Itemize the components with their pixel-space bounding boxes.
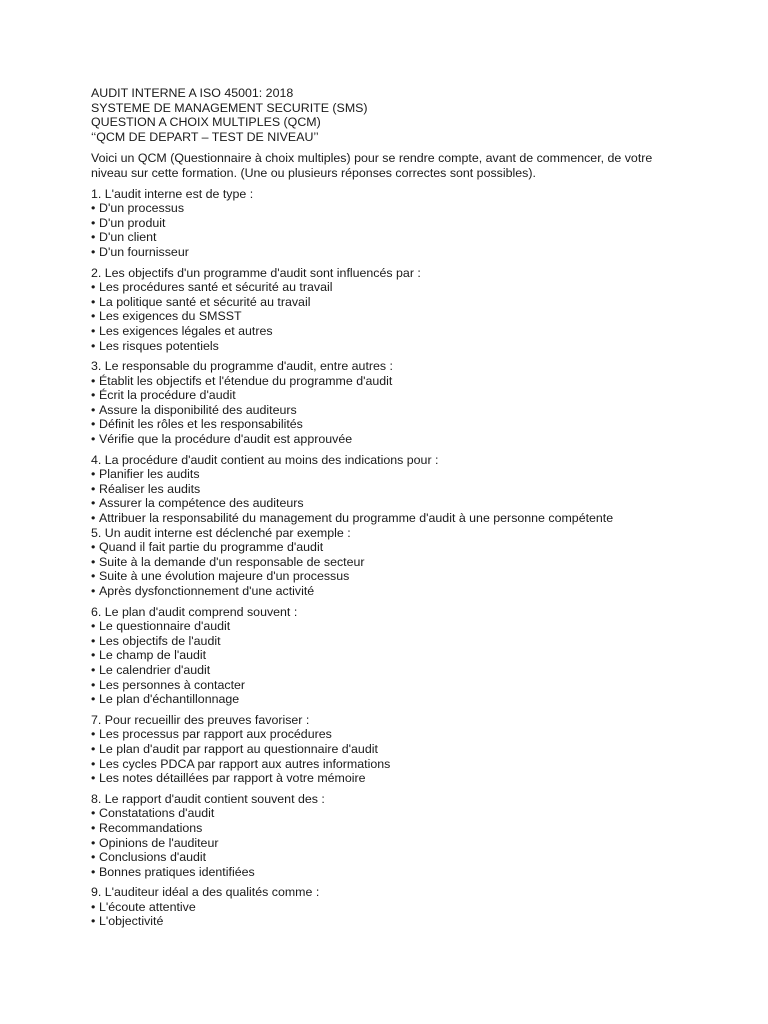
answer-option-text: Assure la disponibilité des auditeurs [99, 402, 297, 417]
bullet-icon: • [91, 496, 96, 511]
answer-option-text: Assurer la compétence des auditeurs [99, 496, 304, 511]
answer-option-list [91, 806, 691, 879]
question-8 [91, 792, 691, 880]
answer-option-text: Planifier les audits [99, 467, 200, 482]
question-title: 1. L'audit interne est de type : [91, 186, 254, 201]
answer-option [91, 806, 691, 821]
answer-option [91, 339, 691, 354]
answer-option-text: Conclusions d'audit [99, 850, 207, 865]
answer-option-text: Le questionnaire d'audit [99, 619, 231, 634]
bullet-icon: • [91, 584, 96, 598]
bullet-icon: • [91, 201, 96, 216]
bullet-icon: • [91, 864, 96, 879]
answer-option-text: Opinions de l'auditeur [99, 835, 219, 850]
answer-option-text: Les personnes à contacter [99, 677, 246, 692]
bullet-icon: • [91, 619, 96, 634]
answer-option [91, 432, 691, 447]
bullet-icon: • [91, 914, 96, 929]
answer-option [91, 388, 691, 403]
answer-option-text: Réaliser les audits [99, 481, 201, 496]
answer-option [91, 201, 691, 216]
answer-option [91, 865, 691, 880]
intro-paragraph: Voici un QCM (Questionnaire à choix multiples) pour se rendre compte, avant de commencer, de votre niveau sur cette formation. (Une ou plusieurs réponses correctes sont possibles). [91, 151, 653, 180]
answer-option-text: Attribuer la responsabilité du management du programme d'audit à une personne compétente [99, 511, 614, 526]
answer-option [91, 619, 691, 634]
answer-option [91, 742, 691, 757]
question-7 [91, 713, 691, 786]
question-5 [91, 526, 691, 599]
answer-option-list [91, 201, 691, 259]
answer-option-text: Les procédures santé et sécurité au travail [99, 280, 333, 295]
answer-option-text: Les notes détaillées par rapport à votre mémoire [99, 771, 366, 786]
answer-option [91, 467, 691, 482]
answer-option-list [91, 374, 691, 447]
bullet-icon: • [91, 899, 96, 914]
question-9 [91, 885, 691, 929]
answer-option [91, 403, 691, 418]
document-subtitle-test: ‘‘QCM DE DEPART – TEST DE NIVEAU’’ [91, 129, 319, 144]
bullet-icon: • [91, 633, 96, 648]
bullet-icon: • [91, 756, 96, 771]
question-title: 5. Un audit interne est déclenché par exemple : [91, 525, 351, 540]
answer-option [91, 482, 691, 497]
answer-option-text: Les cycles PDCA par rapport aux autres informations [99, 756, 391, 771]
answer-option [91, 914, 691, 929]
bullet-icon: • [91, 338, 96, 353]
bullet-icon: • [91, 402, 96, 417]
answer-option-text: D'un produit [99, 215, 166, 230]
bullet-icon: • [91, 467, 96, 482]
answer-option [91, 295, 691, 310]
bullet-icon: • [91, 280, 96, 295]
question-title: 3. Le responsable du programme d'audit, entre autres : [91, 359, 393, 374]
bullet-icon: • [91, 323, 96, 338]
question-title: 6. Le plan d'audit comprend souvent : [91, 604, 298, 619]
answer-option [91, 511, 691, 526]
answer-option [91, 678, 691, 693]
answer-option-text: Recommandations [99, 820, 203, 835]
bullet-icon: • [91, 554, 96, 569]
answer-option-list [91, 540, 691, 598]
answer-option [91, 692, 691, 707]
document-title: AUDIT INTERNE A ISO 45001: 2018 [91, 86, 294, 100]
bullet-icon: • [91, 727, 96, 742]
answer-option-list [91, 900, 691, 929]
answer-option-text: Définit les rôles et les responsabilités [99, 417, 303, 432]
bullet-icon: • [91, 417, 96, 432]
answer-option-list [91, 280, 691, 353]
answer-option [91, 900, 691, 915]
answer-option [91, 245, 691, 260]
question-list [91, 187, 691, 930]
answer-option [91, 584, 691, 599]
answer-option-text: Écrit la procédure d'audit [99, 388, 236, 403]
answer-option [91, 309, 691, 324]
answer-option-text: Les exigences du SMSST [99, 309, 242, 324]
bullet-icon: • [91, 850, 96, 865]
bullet-icon: • [91, 540, 96, 555]
bullet-icon: • [91, 741, 96, 756]
answer-option-text: Le champ de l'audit [99, 648, 207, 663]
answer-option-text: Les objectifs de l'audit [99, 633, 221, 648]
bullet-icon: • [91, 481, 96, 496]
answer-option-text: Les risques potentiels [99, 338, 219, 353]
bullet-icon: • [91, 677, 96, 692]
answer-option [91, 850, 691, 865]
answer-option-text: Les processus par rapport aux procédures [99, 727, 332, 742]
bullet-icon: • [91, 806, 96, 821]
question-1 [91, 187, 691, 260]
answer-option [91, 374, 691, 389]
answer-option-text: D'un processus [99, 201, 185, 216]
bullet-icon: • [91, 432, 96, 447]
answer-option [91, 540, 691, 555]
answer-option [91, 417, 691, 432]
bullet-icon: • [91, 771, 96, 786]
answer-option-list [91, 619, 691, 707]
bullet-icon: • [91, 662, 96, 677]
document-subtitle-system: SYSTEME DE MANAGEMENT SECURITE (SMS) [91, 100, 368, 115]
bullet-icon: • [91, 373, 96, 388]
answer-option-text: Le calendrier d'audit [99, 662, 211, 677]
answer-option [91, 757, 691, 772]
question-title: 7. Pour recueillir des preuves favoriser : [91, 712, 310, 727]
question-title: 2. Les objectifs d'un programme d'audit sont influencés par : [91, 265, 421, 280]
answer-option [91, 216, 691, 231]
question-title: 4. La procédure d'audit contient au moins des indications pour : [91, 452, 439, 467]
answer-option-text: Le plan d'audit par rapport au questionnaire d'audit [99, 741, 378, 756]
document-header [91, 86, 691, 144]
answer-option [91, 280, 691, 295]
answer-option [91, 324, 691, 339]
question-title: 8. Le rapport d'audit contient souvent des : [91, 791, 325, 806]
answer-option-list [91, 727, 691, 785]
answer-option-list [91, 467, 691, 525]
bullet-icon: • [91, 569, 96, 584]
document-subtitle-qcm: QUESTION A CHOIX MULTIPLES (QCM) [91, 115, 321, 130]
bullet-icon: • [91, 511, 96, 526]
question-2 [91, 266, 691, 354]
answer-option [91, 569, 691, 584]
bullet-icon: • [91, 820, 96, 835]
answer-option [91, 771, 691, 786]
answer-option-text: L'écoute attentive [99, 899, 196, 914]
bullet-icon: • [91, 215, 96, 230]
answer-option [91, 555, 691, 570]
answer-option-text: D'un fournisseur [99, 244, 189, 259]
question-3 [91, 359, 691, 447]
answer-option [91, 648, 691, 663]
answer-option-text: Les exigences légales et autres [99, 323, 273, 338]
answer-option-text: Le plan d'échantillonnage [99, 692, 240, 707]
document-page [91, 86, 691, 935]
bullet-icon: • [91, 648, 96, 663]
answer-option [91, 821, 691, 836]
question-6 [91, 605, 691, 707]
bullet-icon: • [91, 692, 96, 707]
bullet-icon: • [91, 835, 96, 850]
answer-option [91, 230, 691, 245]
answer-option-text: Établit les objectifs et l'étendue du programme d'audit [99, 373, 393, 388]
bullet-icon: • [91, 388, 96, 403]
answer-option-text: Suite à la demande d'un responsable de secteur [99, 554, 365, 569]
answer-option-text: La politique santé et sécurité au travail [99, 294, 311, 309]
bullet-icon: • [91, 294, 96, 309]
question-4 [91, 453, 691, 526]
answer-option [91, 836, 691, 851]
bullet-icon: • [91, 309, 96, 324]
answer-option-text: Après dysfonctionnement d'une activité [99, 584, 315, 598]
answer-option-text: D'un client [99, 230, 157, 245]
bullet-icon: • [91, 244, 96, 259]
answer-option [91, 496, 691, 511]
answer-option-text: Bonnes pratiques identifiées [99, 864, 255, 879]
answer-option [91, 663, 691, 678]
answer-option-text: Vérifie que la procédure d'audit est approuvée [99, 432, 353, 447]
bullet-icon: • [91, 230, 96, 245]
question-title: 9. L'auditeur idéal a des qualités comme : [91, 885, 320, 900]
answer-option-text: Constatations d'audit [99, 806, 215, 821]
answer-option [91, 634, 691, 649]
answer-option-text: Suite à une évolution majeure d'un processus [99, 569, 350, 584]
answer-option [91, 727, 691, 742]
answer-option-text: L'objectivité [99, 914, 164, 929]
answer-option-text: Quand il fait partie du programme d'audit [99, 540, 324, 555]
